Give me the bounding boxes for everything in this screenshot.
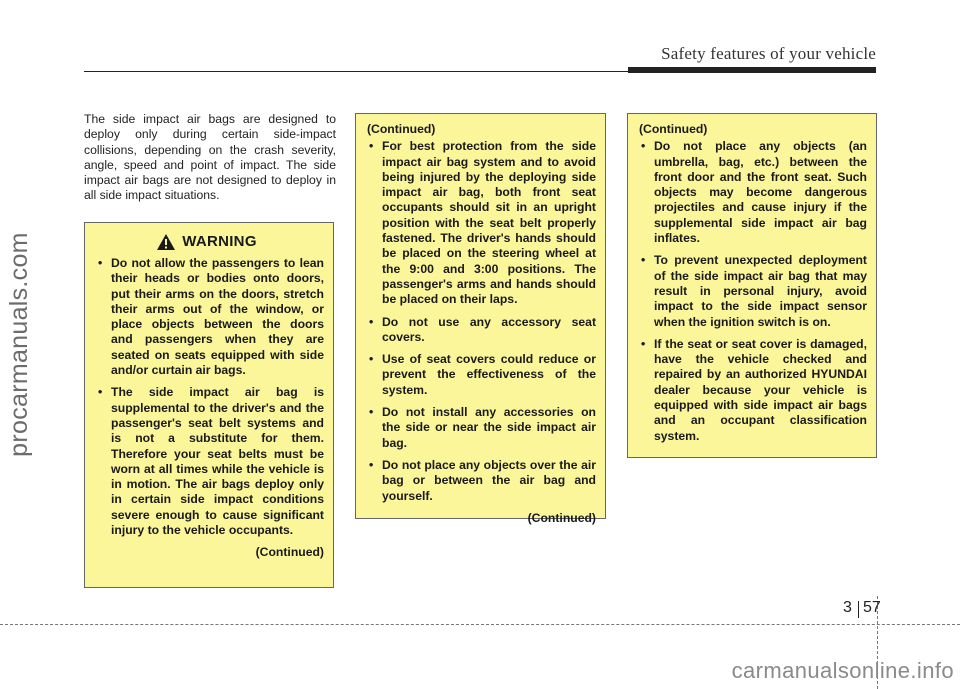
list-item: • Do not place any objects over the air bag or between the air bag and yourself.	[360, 458, 596, 504]
watermark-left-text: procarmanuals.com	[4, 232, 33, 457]
warning-triangle-icon	[156, 233, 176, 251]
footer-rule	[0, 624, 960, 625]
continued-label: (Continued)	[255, 545, 324, 560]
warning-title: WARNING	[182, 233, 257, 251]
list-item: • Do not install any accessories on the side or near the side impact air bag.	[360, 405, 596, 451]
warning-continued-box-2	[355, 113, 606, 525]
warning-continued-box-3	[627, 113, 877, 458]
list-item: • Do not allow the passengers to lean their heads or bodies onto doors, put their arms on the doors, stretch their arms out of the window, or place objects between the doors and passengers when they are seated on seats equipped with side and/or curtain air bags.	[89, 256, 324, 378]
list-item: • For best protection from the side impact air bag system and to avoid being injured by the deploying side impact air bag, both front seat occupants should sit in an upright position with the seat belt properly fastened. The driver's hands should be placed on the steering wheel at the 9:00 and 3:00 positions. The passenger's arms and hands should be placed on their laps.	[360, 139, 596, 307]
watermark-bottom: carmanualsonline.info	[731, 658, 954, 683]
list-item: • If the seat or seat cover is damaged, have the vehicle checked and repaired by an authorized HYUNDAI dealer because your vehicle is equipped with side impact air bags and an occupant classification system.	[632, 337, 867, 444]
continued-label: (Continued)	[527, 510, 596, 525]
watermark-left	[2, 0, 36, 689]
warning-list	[360, 139, 596, 504]
header-rule	[84, 71, 694, 72]
intro-paragraph: The side impact air bags are designed to deploy only during certain side-impact collisions, depending on the crash severity, angle, speed and point of impact. The side impact air bags are not designed to deploy in all side impact situations.	[84, 112, 336, 203]
header-rule-bold	[628, 67, 876, 73]
chapter-number: 3	[843, 599, 852, 616]
continued-label: (Continued)	[367, 122, 436, 136]
page-number-separator	[858, 601, 859, 618]
page-number: 57	[863, 599, 881, 616]
continued-label: (Continued)	[639, 122, 708, 136]
warning-box	[84, 222, 334, 588]
list-item: • Do not place any objects (an umbrella, bag, etc.) between the front door and the front seat. Such objects may become dangerous projectiles and cause injury if the supplemental side impact air bag inflates.	[632, 139, 867, 246]
list-item: • Use of seat covers could reduce or prevent the effectiveness of the system.	[360, 352, 596, 398]
page-header-title: Safety features of your vehicle	[661, 44, 876, 63]
list-item: • To prevent unexpected deployment of the side impact air bag that may result in personal injury, avoid impact to the side impact sensor when the ignition switch is on.	[632, 253, 867, 329]
list-item: • The side impact air bag is supplemental to the driver's and the passenger's seat belt systems and is not a substitute for them. Therefore your seat belts must be worn at all times while the vehicle is in motion. The air bags deploy only in certain side impact conditions severe enough to cause significant injury to the vehicle occupants.	[89, 385, 324, 538]
warning-list	[632, 139, 867, 444]
warning-header	[89, 233, 324, 251]
list-item: • Do not use any accessory seat covers.	[360, 315, 596, 346]
warning-list	[89, 256, 324, 538]
